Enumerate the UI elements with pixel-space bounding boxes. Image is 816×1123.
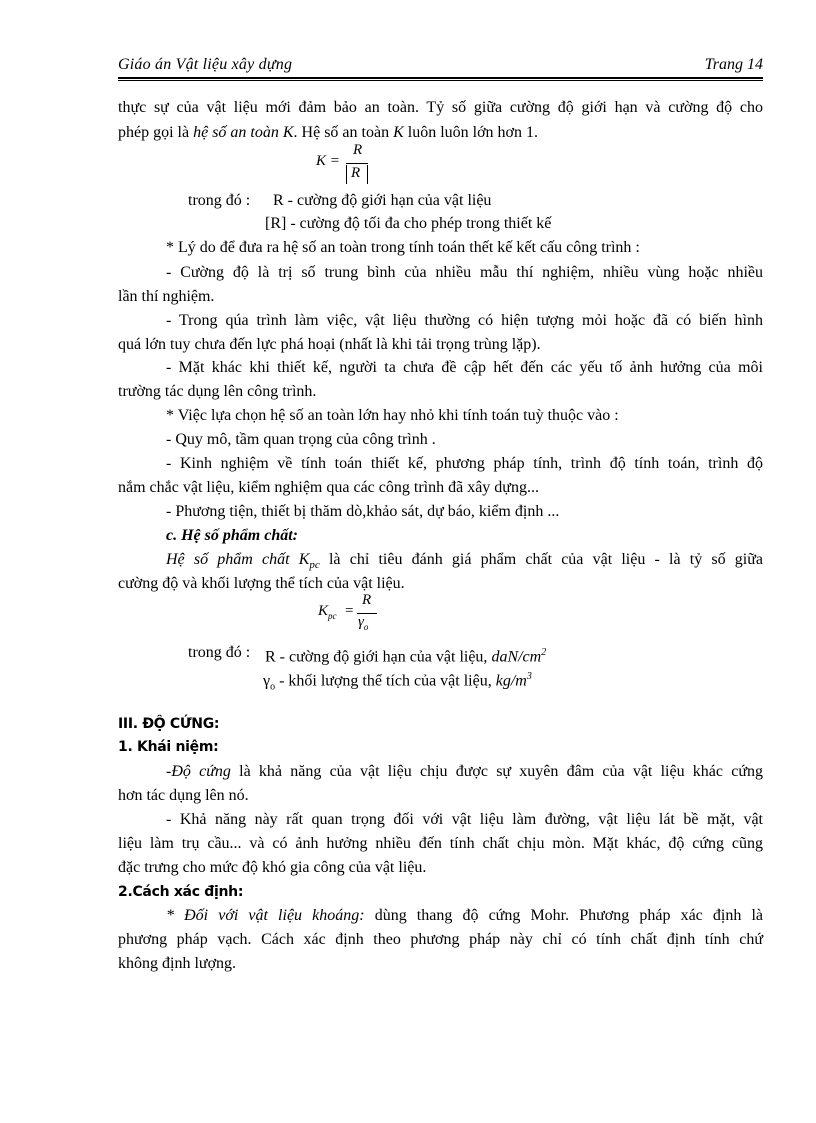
unit-text: kg/m bbox=[495, 672, 527, 690]
text-line bbox=[166, 762, 763, 782]
header-rule-thin bbox=[118, 80, 763, 81]
emphasis-text: K bbox=[393, 124, 404, 141]
text-line: đặc trưng cho mức độ khó gia công của vật liệu. bbox=[118, 859, 427, 876]
text-line: - Khả năng này rất quan trọng đối với vật liệu làm đường, vật liệu lát bề mặt, vật bbox=[166, 811, 763, 828]
definition-label: trong đó : bbox=[188, 644, 251, 661]
emphasis-text: -Độ cứng bbox=[166, 763, 231, 780]
formula-symbol: K bbox=[318, 603, 329, 619]
definition-line: [R] - cường độ tối đa cho phép trong thiết kế bbox=[265, 215, 552, 232]
header-title: Giáo án Vật liệu xây dựng bbox=[118, 56, 293, 73]
definition-line bbox=[263, 667, 532, 698]
text-span: phép gọi là bbox=[118, 124, 194, 141]
text-span: R - cường độ giới hạn của vật liệu, bbox=[265, 648, 492, 666]
text-line: - Trong qúa trình làm việc, vật liệu thường có hiện tượng mỏi hoặc đã có biến hình bbox=[166, 312, 763, 329]
formula-lhs: K = bbox=[316, 153, 340, 169]
superscript: 3 bbox=[526, 671, 532, 682]
text-line: - Mặt khác khi thiết kế, người ta chưa đề cập hết đến các yếu tố ảnh hưởng của môi bbox=[166, 359, 763, 376]
emphasis-text: Hệ số phẩm chất K bbox=[166, 551, 310, 568]
subscript: pc bbox=[309, 559, 320, 572]
fraction-bar bbox=[346, 163, 368, 164]
formula-symbol: γ bbox=[263, 672, 271, 690]
page-header bbox=[118, 56, 763, 78]
text-line: lần thí nghiệm. bbox=[118, 288, 215, 305]
text-line: liệu làm trụ cầu... và có ảnh hưởng nhiều đến tính chất chịu mòn. Mặt khác, độ cứng cũng bbox=[118, 835, 763, 852]
formula-lhs bbox=[318, 603, 337, 621]
section-heading: III. ĐỘ CỨNG: bbox=[118, 716, 220, 732]
text-line: thực sự của vật liệu mới đảm bảo an toàn. Tỷ số giữa cường độ giới hạn và cường độ cho bbox=[118, 99, 763, 116]
superscript: 2 bbox=[541, 647, 547, 658]
text-span: luôn luôn lớn hơn 1. bbox=[403, 124, 539, 141]
text-line: - Phương tiện, thiết bị thăm dò,khảo sát, dự báo, kiểm định ... bbox=[166, 503, 560, 520]
text-line: - Cường độ là trị số trung bình của nhiều mẫu thí nghiệm, nhiều vùng hoặc nhiều bbox=[166, 264, 763, 281]
formula-symbol: γ bbox=[358, 614, 364, 630]
text-span: là chỉ tiêu đánh giá phẩm chất của vật liệu - là tỷ số giữa bbox=[319, 551, 764, 568]
text-span: - khối lượng thể tích của vật liệu, bbox=[275, 672, 496, 690]
definition-line: R - cường độ giới hạn của vật liệu bbox=[273, 192, 492, 209]
definition-label: trong đó : bbox=[188, 192, 251, 209]
text-span: . Hệ số an toàn bbox=[293, 124, 394, 141]
text-line: - Kinh nghiệm về tính toán thiết kế, phương pháp tính, trình độ tính toán, trình độ bbox=[166, 455, 763, 472]
text-line: không định lượng. bbox=[118, 955, 237, 972]
subsection-heading: 2.Cách xác định: bbox=[118, 884, 244, 900]
formula-denominator bbox=[358, 614, 368, 632]
header-rule bbox=[118, 77, 763, 79]
formula-numerator: R bbox=[362, 592, 372, 608]
header-page-number: Trang 14 bbox=[704, 56, 763, 73]
unit-text: daN/cm bbox=[491, 648, 542, 666]
text-line: hơn tác dụng lên nó. bbox=[118, 787, 249, 804]
text-line bbox=[118, 123, 538, 143]
text-line: nắm chắc vật liệu, kiểm nghiệm qua các công trình đã xây dựng... bbox=[118, 479, 539, 496]
subscript: o bbox=[270, 681, 276, 693]
subsection-heading: 1. Khái niệm: bbox=[118, 739, 219, 755]
subscript: pc bbox=[328, 611, 337, 621]
definition-line bbox=[265, 643, 546, 667]
emphasis-text: * Đối với vật liệu khoáng: bbox=[166, 907, 365, 924]
text-span: dùng thang độ cứng Mohr. Phương pháp xác định là bbox=[364, 907, 763, 924]
text-line bbox=[166, 906, 763, 926]
formula-numerator: R bbox=[353, 142, 363, 158]
text-line: trường tác dụng lên công trình. bbox=[118, 383, 317, 400]
text-line: phương pháp vạch. Cách xác định theo phương pháp này chỉ có tính chất định tính chứ bbox=[118, 931, 763, 948]
text-line bbox=[166, 550, 763, 575]
text-line: cường độ và khối lượng thể tích của vật liệu. bbox=[118, 575, 405, 592]
text-line: - Quy mô, tầm quan trọng của công trình . bbox=[166, 431, 436, 448]
section-heading: c. Hệ số phẩm chất: bbox=[166, 527, 298, 544]
text-line: quá lớn tuy chưa đến lực phá hoại (nhất là khi tải trọng trùng lặp). bbox=[118, 336, 541, 353]
text-line: * Lý do để đưa ra hệ số an toàn trong tính toán thết kế kết cấu công trình : bbox=[166, 239, 640, 256]
formula-equals: = bbox=[345, 603, 354, 619]
subscript: o bbox=[363, 622, 369, 632]
formula-denominator: R bbox=[351, 165, 361, 181]
emphasis-text: hệ số an toàn K bbox=[193, 124, 294, 141]
text-span: là khả năng của vật liệu chịu được sự xuyên đâm của vật liệu khác cứng bbox=[230, 763, 763, 780]
text-line: * Việc lựa chọn hệ số an toàn lớn hay nhỏ khi tính toán tuỳ thuộc vào : bbox=[166, 407, 619, 424]
